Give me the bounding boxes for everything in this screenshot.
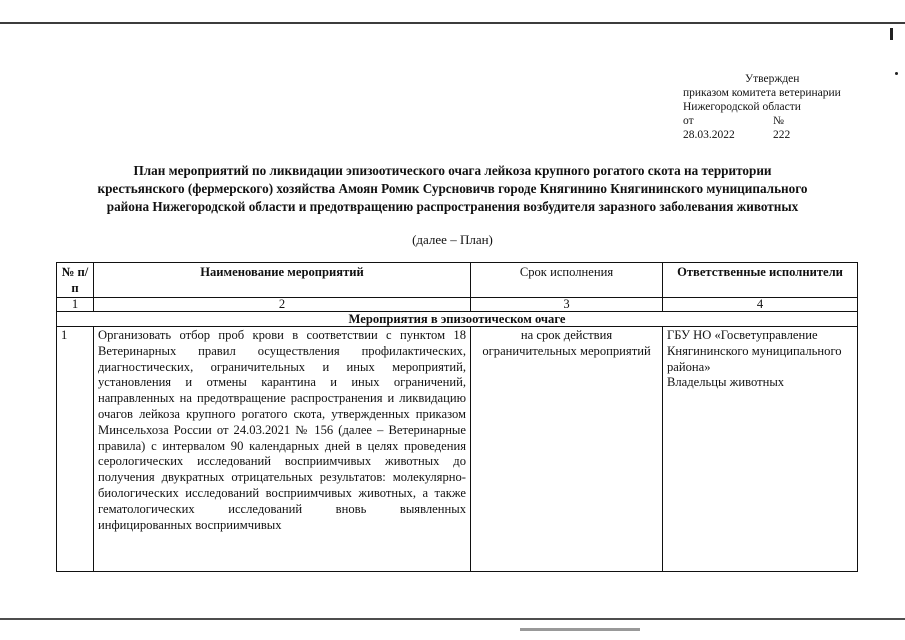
responsible-agency: ГБУ НО «Госветуправление Княгининского муниципального района» [667, 328, 842, 374]
approval-labels [683, 114, 883, 128]
header-name: Наименование мероприятий [94, 263, 471, 298]
approval-from-label: от [683, 115, 694, 127]
approval-date: 28.03.2022 [683, 129, 735, 141]
header-num: № п/п [57, 263, 94, 298]
activity-text: Организовать отбор проб крови в соответствии с пунктом 18 Ветеринарных правил осуществления профилактических, диагностических, ограничительных и иных мероприятий, установления и отмены карантина и иных ограничений, направленных на предотвращение распространения и ликвидацию очагов лейкоза крупного рогатого скота, утвержденных приказом Минсельхоза России от 24.03.2021 № 156 (далее – Ветеринарные правила) с интервалом 90 календарных дней в целях проведения серологических исследований восприимчивых животных до получения двукратных отрицательных результатов: молекулярно-биологических исследований восприимчивых животных, а также гематологических исследований вновь выявленных инфицированных восприимчивых [98, 328, 466, 532]
section-title: Мероприятия в эпизоотическом очаге [57, 312, 858, 327]
approval-line2: Нижегородской области [683, 101, 801, 113]
approval-stamp [683, 72, 883, 142]
column-number: 4 [663, 298, 858, 312]
responsible-owners: Владельцы животных [667, 375, 785, 390]
column-number-row [57, 298, 858, 312]
row-activity [94, 327, 471, 572]
approval-values [683, 128, 883, 142]
table-header-row [57, 263, 858, 298]
table-row [57, 327, 858, 572]
scan-edge-top [0, 22, 905, 24]
row-number: 1 [57, 327, 94, 572]
title-line2: крестьянского (фермерского) хозяйства Амоян Ромик Сурсновичв городе Княгинино Княгининского муниципального [97, 181, 808, 196]
scan-edge-bottom [0, 618, 905, 620]
row-term: на срок действия ограничительных мероприятий [471, 327, 663, 572]
approval-num-label: № [773, 115, 784, 127]
title-line3: района Нижегородской области и предотвращению распространения возбудителя заразного заболевания животных [106, 199, 799, 214]
column-number: 2 [94, 298, 471, 312]
approval-line1: приказом комитета ветеринарии [683, 87, 841, 99]
header-term: Срок исполнения [471, 263, 663, 298]
scan-mark [890, 28, 893, 40]
scan-smudge [520, 628, 640, 631]
title-line1: План мероприятий по ликвидации эпизоотического очага лейкоза крупного рогатого скота на территории [133, 163, 772, 178]
scan-dot [895, 72, 898, 75]
column-number: 3 [471, 298, 663, 312]
section-row [57, 312, 858, 327]
approval-title: Утвержден [745, 73, 800, 85]
document-subtitle: (далее – План) [412, 232, 493, 247]
row-responsible [663, 327, 858, 572]
column-number: 1 [57, 298, 94, 312]
document-title [60, 162, 845, 216]
header-resp: Ответственные исполнители [663, 263, 858, 298]
plan-table [56, 262, 858, 572]
approval-number: 222 [773, 129, 791, 141]
